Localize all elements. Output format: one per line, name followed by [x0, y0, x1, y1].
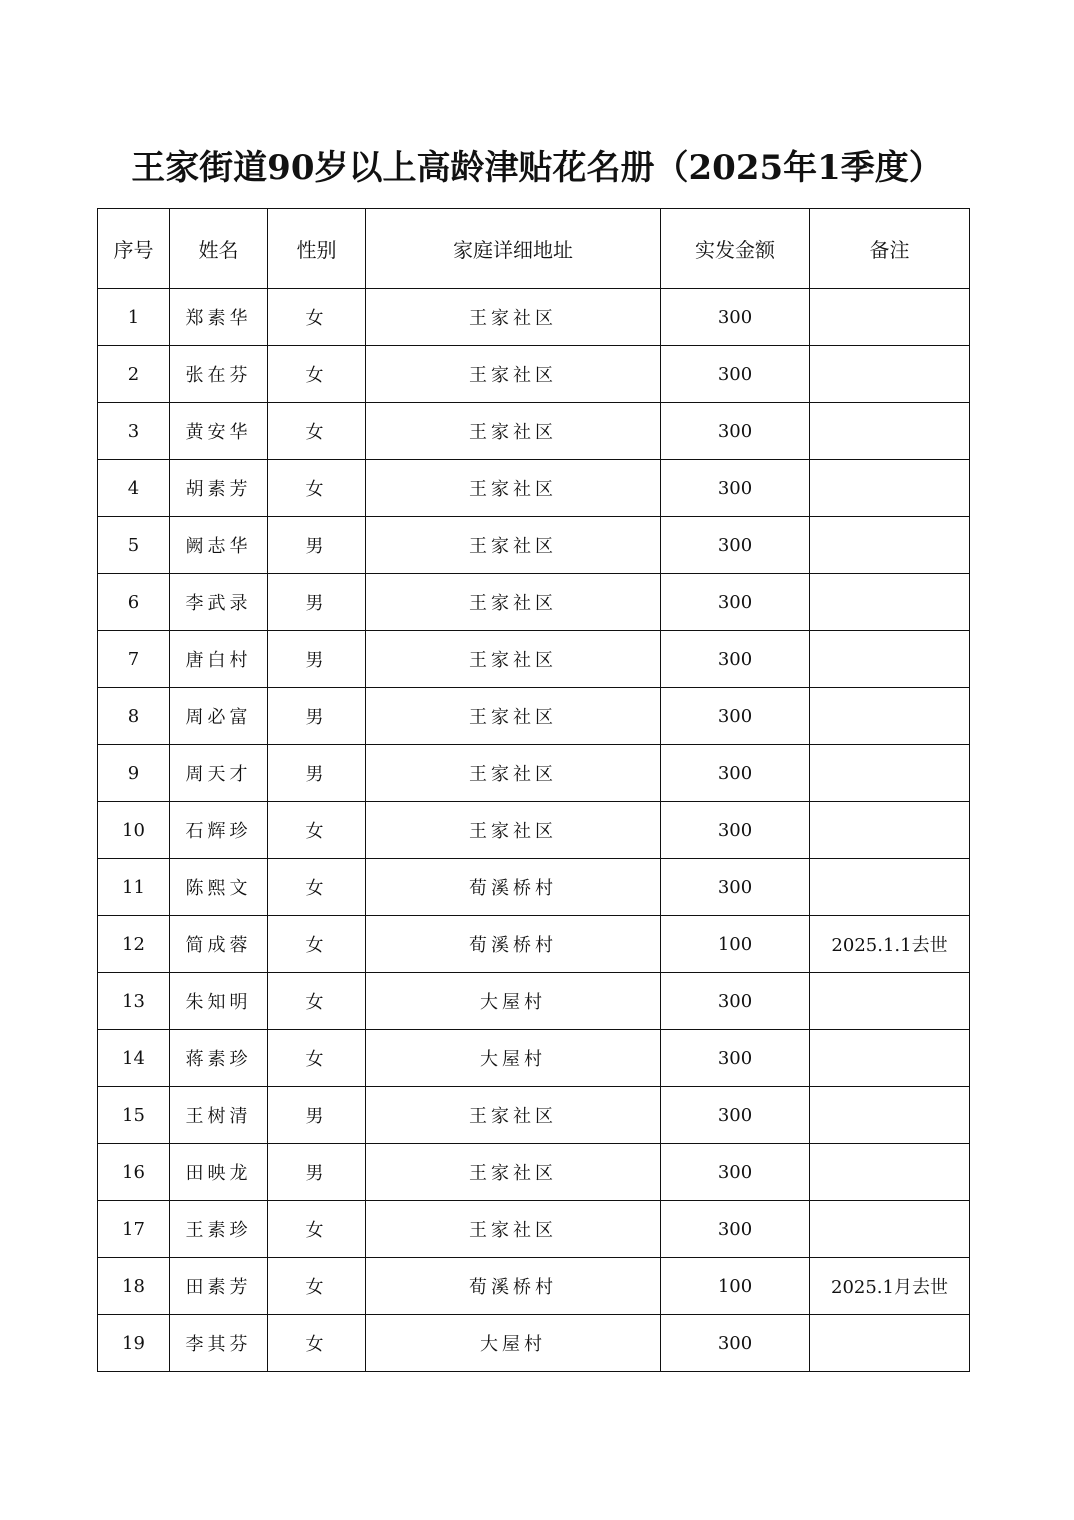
cell-seq: 7 [98, 631, 170, 688]
cell-name: 简成蓉 [170, 916, 268, 973]
cell-address: 王家社区 [366, 574, 661, 631]
cell-address: 王家社区 [366, 688, 661, 745]
subsidy-roster-table [97, 208, 970, 1372]
cell-amount: 300 [661, 574, 810, 631]
column-header-address: 家庭详细地址 [366, 209, 661, 289]
table-row [98, 859, 970, 916]
cell-name: 郑素华 [170, 289, 268, 346]
cell-remark [810, 517, 970, 574]
cell-gender: 女 [268, 1201, 366, 1258]
table-row [98, 745, 970, 802]
cell-amount: 300 [661, 631, 810, 688]
column-header-name: 姓名 [170, 209, 268, 289]
cell-seq: 9 [98, 745, 170, 802]
cell-remark [810, 688, 970, 745]
cell-seq: 12 [98, 916, 170, 973]
cell-gender: 女 [268, 1258, 366, 1315]
cell-remark [810, 1201, 970, 1258]
cell-address: 王家社区 [366, 1087, 661, 1144]
table-row [98, 1315, 970, 1372]
cell-name: 王树清 [170, 1087, 268, 1144]
cell-name: 黄安华 [170, 403, 268, 460]
cell-address: 王家社区 [366, 802, 661, 859]
cell-amount: 300 [661, 346, 810, 403]
cell-gender: 女 [268, 973, 366, 1030]
cell-gender: 男 [268, 631, 366, 688]
cell-name: 田素芳 [170, 1258, 268, 1315]
cell-address: 王家社区 [366, 1144, 661, 1201]
cell-name: 李其芬 [170, 1315, 268, 1372]
cell-address: 王家社区 [366, 517, 661, 574]
cell-amount: 300 [661, 1201, 810, 1258]
cell-seq: 18 [98, 1258, 170, 1315]
cell-address: 荀溪桥村 [366, 916, 661, 973]
table-row [98, 403, 970, 460]
cell-gender: 女 [268, 859, 366, 916]
table-row [98, 916, 970, 973]
cell-amount: 300 [661, 688, 810, 745]
table-row [98, 688, 970, 745]
cell-seq: 8 [98, 688, 170, 745]
column-header-remark: 备注 [810, 209, 970, 289]
cell-name: 周天才 [170, 745, 268, 802]
cell-gender: 男 [268, 574, 366, 631]
cell-remark [810, 973, 970, 1030]
table-row [98, 1030, 970, 1087]
column-header-amount: 实发金额 [661, 209, 810, 289]
cell-amount: 300 [661, 973, 810, 1030]
cell-seq: 13 [98, 973, 170, 1030]
cell-remark [810, 745, 970, 802]
table-row [98, 289, 970, 346]
cell-amount: 100 [661, 916, 810, 973]
cell-address: 王家社区 [366, 745, 661, 802]
cell-remark [810, 289, 970, 346]
cell-name: 张在芬 [170, 346, 268, 403]
cell-seq: 4 [98, 460, 170, 517]
cell-address: 大屋村 [366, 1315, 661, 1372]
cell-remark [810, 802, 970, 859]
cell-remark [810, 1030, 970, 1087]
table-row [98, 802, 970, 859]
cell-amount: 300 [661, 745, 810, 802]
cell-remark [810, 460, 970, 517]
table-body [98, 289, 970, 1372]
cell-address: 王家社区 [366, 631, 661, 688]
cell-gender: 男 [268, 745, 366, 802]
table-row [98, 1144, 970, 1201]
cell-amount: 300 [661, 859, 810, 916]
cell-amount: 300 [661, 1030, 810, 1087]
cell-gender: 女 [268, 460, 366, 517]
cell-gender: 男 [268, 1144, 366, 1201]
cell-name: 阙志华 [170, 517, 268, 574]
cell-amount: 300 [661, 460, 810, 517]
table-header [98, 209, 970, 289]
cell-gender: 女 [268, 403, 366, 460]
table-row [98, 460, 970, 517]
table-row [98, 631, 970, 688]
cell-remark: 2025.1.1去世 [810, 916, 970, 973]
column-header-seq: 序号 [98, 209, 170, 289]
cell-name: 王素珍 [170, 1201, 268, 1258]
document-title: 王家街道90岁以上高龄津贴花名册（2025年1季度） [131, 148, 943, 188]
cell-seq: 19 [98, 1315, 170, 1372]
cell-remark [810, 859, 970, 916]
cell-seq: 15 [98, 1087, 170, 1144]
cell-address: 荀溪桥村 [366, 859, 661, 916]
cell-gender: 男 [268, 688, 366, 745]
cell-gender: 女 [268, 916, 366, 973]
cell-address: 王家社区 [366, 346, 661, 403]
cell-seq: 16 [98, 1144, 170, 1201]
cell-address: 荀溪桥村 [366, 1258, 661, 1315]
cell-gender: 女 [268, 1315, 366, 1372]
cell-name: 周必富 [170, 688, 268, 745]
cell-seq: 6 [98, 574, 170, 631]
cell-gender: 男 [268, 517, 366, 574]
cell-amount: 300 [661, 289, 810, 346]
table-row [98, 517, 970, 574]
cell-amount: 300 [661, 403, 810, 460]
cell-name: 石辉珍 [170, 802, 268, 859]
cell-remark [810, 574, 970, 631]
cell-gender: 女 [268, 802, 366, 859]
cell-amount: 300 [661, 1144, 810, 1201]
cell-address: 大屋村 [366, 973, 661, 1030]
header-row [98, 209, 970, 289]
table-row [98, 574, 970, 631]
cell-amount: 300 [661, 802, 810, 859]
cell-remark [810, 403, 970, 460]
column-header-gender: 性别 [268, 209, 366, 289]
cell-gender: 男 [268, 1087, 366, 1144]
cell-gender: 女 [268, 346, 366, 403]
cell-remark [810, 631, 970, 688]
cell-name: 蒋素珍 [170, 1030, 268, 1087]
cell-amount: 300 [661, 1087, 810, 1144]
cell-remark [810, 1144, 970, 1201]
cell-seq: 17 [98, 1201, 170, 1258]
cell-address: 王家社区 [366, 1201, 661, 1258]
cell-gender: 女 [268, 1030, 366, 1087]
table-row [98, 1201, 970, 1258]
cell-seq: 11 [98, 859, 170, 916]
cell-remark [810, 1087, 970, 1144]
cell-amount: 300 [661, 1315, 810, 1372]
table-row [98, 346, 970, 403]
cell-name: 李武录 [170, 574, 268, 631]
cell-name: 田映龙 [170, 1144, 268, 1201]
cell-address: 王家社区 [366, 403, 661, 460]
cell-amount: 100 [661, 1258, 810, 1315]
cell-name: 唐白村 [170, 631, 268, 688]
cell-address: 王家社区 [366, 289, 661, 346]
cell-gender: 女 [268, 289, 366, 346]
cell-name: 陈熙文 [170, 859, 268, 916]
cell-amount: 300 [661, 517, 810, 574]
cell-seq: 5 [98, 517, 170, 574]
cell-address: 王家社区 [366, 460, 661, 517]
cell-remark [810, 1315, 970, 1372]
cell-name: 朱知明 [170, 973, 268, 1030]
cell-remark [810, 346, 970, 403]
table-row [98, 1258, 970, 1315]
table-row [98, 973, 970, 1030]
cell-remark: 2025.1月去世 [810, 1258, 970, 1315]
cell-seq: 14 [98, 1030, 170, 1087]
cell-name: 胡素芳 [170, 460, 268, 517]
cell-address: 大屋村 [366, 1030, 661, 1087]
cell-seq: 1 [98, 289, 170, 346]
cell-seq: 10 [98, 802, 170, 859]
cell-seq: 3 [98, 403, 170, 460]
cell-seq: 2 [98, 346, 170, 403]
table-row [98, 1087, 970, 1144]
